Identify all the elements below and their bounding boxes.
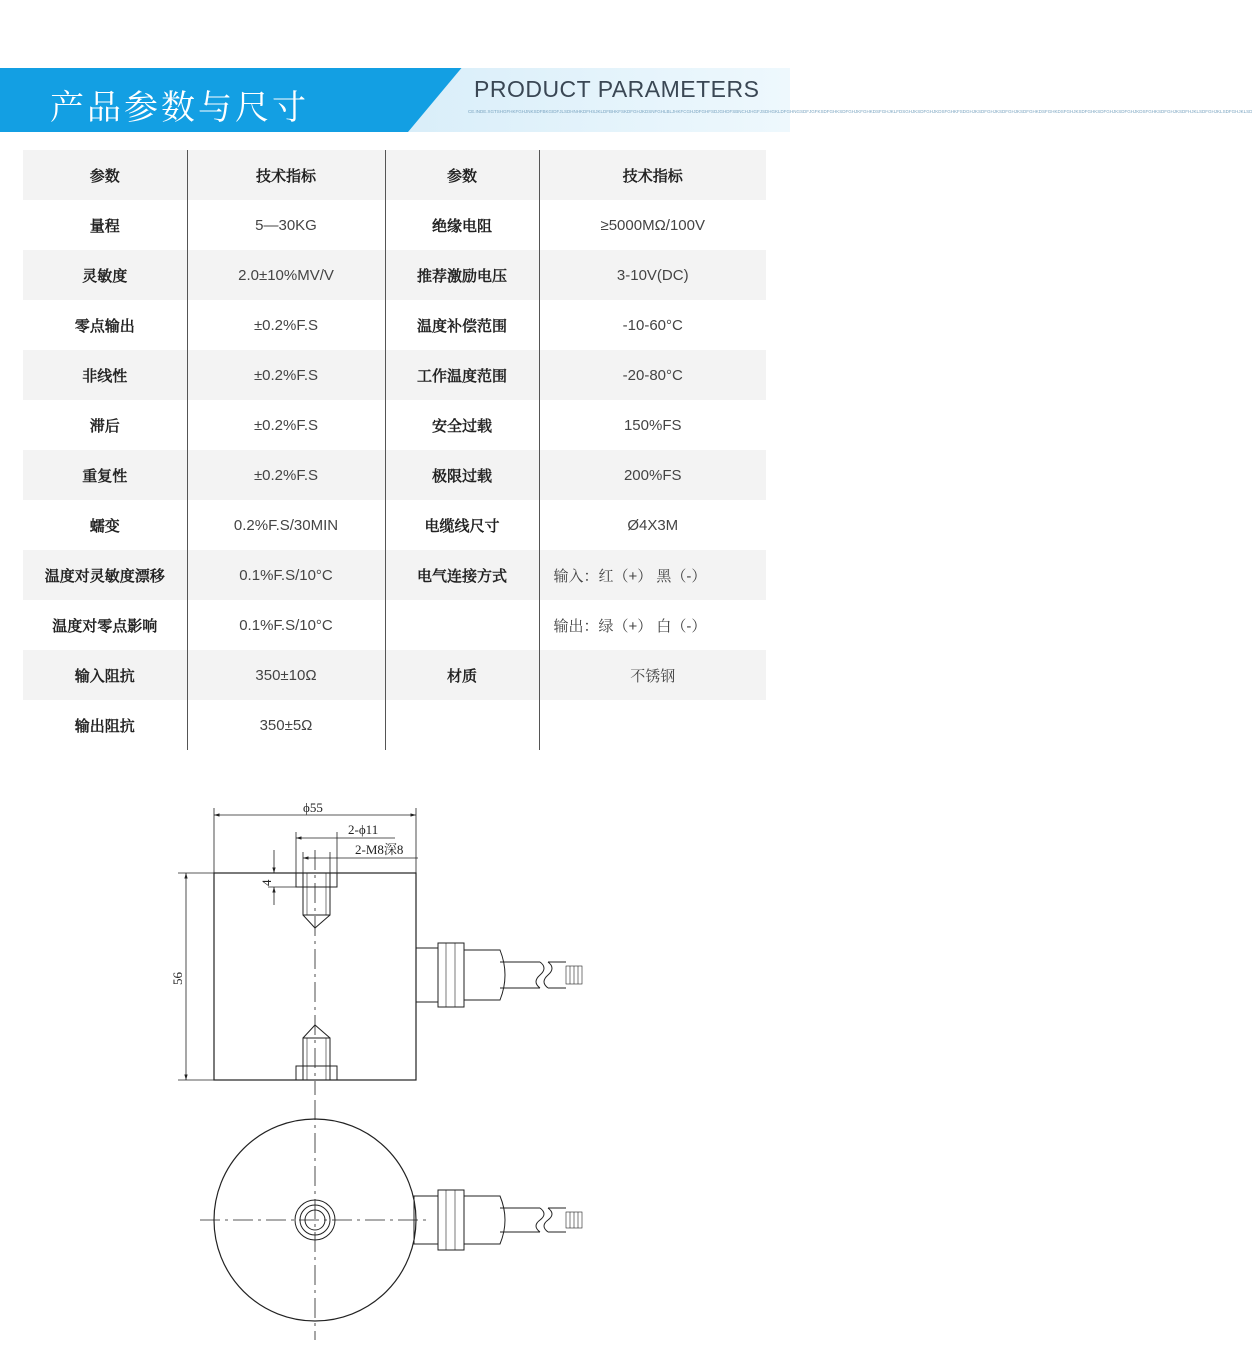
param-name: 输入阻抗 <box>23 650 187 700</box>
table-header-row <box>23 150 766 200</box>
param-name: 温度对灵敏度漂移 <box>23 550 187 600</box>
table-row <box>23 700 766 750</box>
header-cell: 参数 <box>385 150 539 200</box>
table-row <box>23 350 766 400</box>
param-value: 0.2%F.S/30MIN <box>187 500 385 550</box>
param-name: 温度补偿范围 <box>385 300 539 350</box>
param-name: 材质 <box>385 650 539 700</box>
table-row <box>23 450 766 500</box>
param-name: 零点输出 <box>23 300 187 350</box>
dim-height-label: 56 <box>170 972 185 985</box>
param-name <box>385 700 539 750</box>
header-cell: 技术指标 <box>539 150 766 200</box>
param-name: 安全过载 <box>385 400 539 450</box>
param-name <box>385 600 539 650</box>
parameter-table <box>23 150 766 750</box>
table-row <box>23 300 766 350</box>
param-value <box>539 700 766 750</box>
param-name: 极限过载 <box>385 450 539 500</box>
param-value: 0.1%F.S/10°C <box>187 600 385 650</box>
param-value: Ø4X3M <box>539 500 766 550</box>
param-name: 输出阻抗 <box>23 700 187 750</box>
dimension-drawing <box>0 760 790 1372</box>
param-name: 量程 <box>23 200 187 250</box>
param-name: 重复性 <box>23 450 187 500</box>
param-value: 200%FS <box>539 450 766 500</box>
table-row <box>23 500 766 550</box>
param-name: 蠕变 <box>23 500 187 550</box>
table-row <box>23 200 766 250</box>
param-value: -10-60°C <box>539 300 766 350</box>
table-row <box>23 250 766 300</box>
table-row <box>23 650 766 700</box>
param-value: 3-10V(DC) <box>539 250 766 300</box>
param-value: 5—30KG <box>187 200 385 250</box>
param-name: 绝缘电阻 <box>385 200 539 250</box>
dim-depth-label: 4 <box>259 879 274 886</box>
param-value: 2.0±10%MV/V <box>187 250 385 300</box>
section-title: 产品参数与尺寸 <box>50 88 309 128</box>
decorative-small-text: CE.INDE.XGTSHGFHKFGHJNKSDFBKGIDFJLSDHNHKDFHSJKLDFBHKFSKDFGHJKDSNFGHLBLJHKFCGHJDFGHFSDJGHDFSBNCHJHGFJSDHGKLDFGHNGSDFJGFKSDFGHKSDFGHJKFGHKDSFGHJKLFDSGHJKSDFGHJKDSFGHKFSDGHJKSDFGHJKSDFGHJKSDFGHKDSFGHKDSFGHJKSDFGHKSDFGHJKSDFGHJKDSFGHKSDFGHJKSDFHJKLSDFGHJKLSDFGHJKLSD <box>468 109 1252 114</box>
param-value: ±0.2%F.S <box>187 300 385 350</box>
param-name: 推荐激励电压 <box>385 250 539 300</box>
param-value: 不锈钢 <box>539 650 766 700</box>
table-row <box>23 600 766 650</box>
section-subtitle: PRODUCT PARAMETERS <box>474 76 760 102</box>
header-cell: 技术指标 <box>187 150 385 200</box>
param-value: ±0.2%F.S <box>187 350 385 400</box>
param-name: 滞后 <box>23 400 187 450</box>
param-value: ≥5000MΩ/100V <box>539 200 766 250</box>
section-banner <box>0 68 1252 132</box>
header-cell: 参数 <box>23 150 187 200</box>
param-name: 温度对零点影响 <box>23 600 187 650</box>
dim-holes-label: 2-ϕ11 <box>348 822 379 837</box>
table-row <box>23 550 766 600</box>
param-name: 工作温度范围 <box>385 350 539 400</box>
param-name: 灵敏度 <box>23 250 187 300</box>
param-value: 输入：红（+） 黑（-） <box>539 550 766 600</box>
dim-thread-label: 2-M8深8 <box>355 842 404 857</box>
param-name: 电气连接方式 <box>385 550 539 600</box>
table-row <box>23 400 766 450</box>
param-value: -20-80°C <box>539 350 766 400</box>
param-name: 非线性 <box>23 350 187 400</box>
param-value: 150%FS <box>539 400 766 450</box>
param-value: 350±5Ω <box>187 700 385 750</box>
param-value: ±0.2%F.S <box>187 450 385 500</box>
dim-diameter-label: ϕ55 <box>303 800 323 815</box>
param-value: 输出：绿（+） 白（-） <box>539 600 766 650</box>
param-value: 350±10Ω <box>187 650 385 700</box>
param-name: 电缆线尺寸 <box>385 500 539 550</box>
param-value: 0.1%F.S/10°C <box>187 550 385 600</box>
param-value: ±0.2%F.S <box>187 400 385 450</box>
